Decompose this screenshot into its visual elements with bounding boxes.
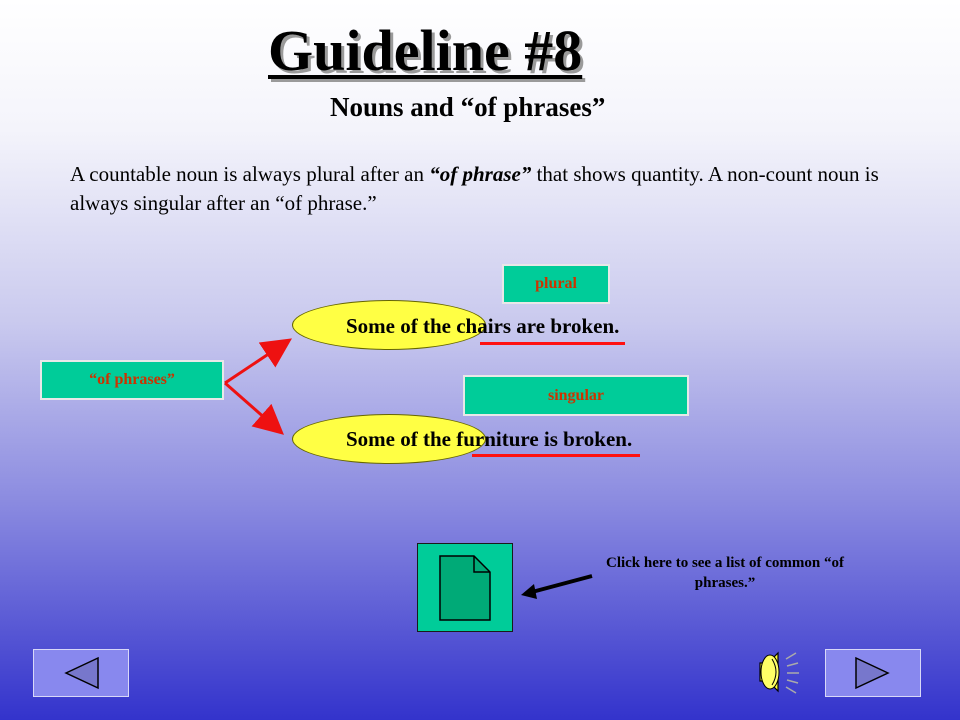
guideline-text [70, 160, 930, 218]
plural-tag: plural [502, 264, 610, 304]
document-icon [418, 544, 512, 631]
of-phrases-hint: Click here to see a list of common “of phrases.” [605, 555, 844, 591]
guideline-text-emphasis: “of phrase” [429, 162, 532, 186]
guideline-text-part2: that shows quantity. A non-count noun is always singular after an “of phrase.” [70, 162, 879, 215]
forward-triangle-icon [826, 650, 920, 696]
forward-button[interactable] [825, 649, 921, 697]
example-sentence-singular: Some of the furniture is broken. [346, 427, 633, 451]
back-triangle-icon [34, 650, 128, 696]
sound-button[interactable] [752, 647, 804, 702]
back-button[interactable] [33, 649, 129, 697]
slide-subtitle: Nouns and “of phrases” [330, 92, 606, 122]
underline-plural [480, 342, 625, 345]
guideline-text-part1: A countable noun is always plural after an [70, 162, 430, 186]
of-phrases-list-button[interactable] [417, 543, 513, 632]
slide-title: Guideline #8 [268, 18, 583, 83]
singular-tag: singular [463, 375, 689, 416]
underline-singular [472, 454, 640, 457]
arrow-left-icon [518, 572, 594, 602]
speaker-icon [752, 647, 804, 697]
red-arrow-icon [220, 335, 300, 435]
example-sentence-plural: Some of the chairs are broken. [346, 314, 620, 338]
of-phrases-tag: “of phrases” [40, 360, 224, 400]
